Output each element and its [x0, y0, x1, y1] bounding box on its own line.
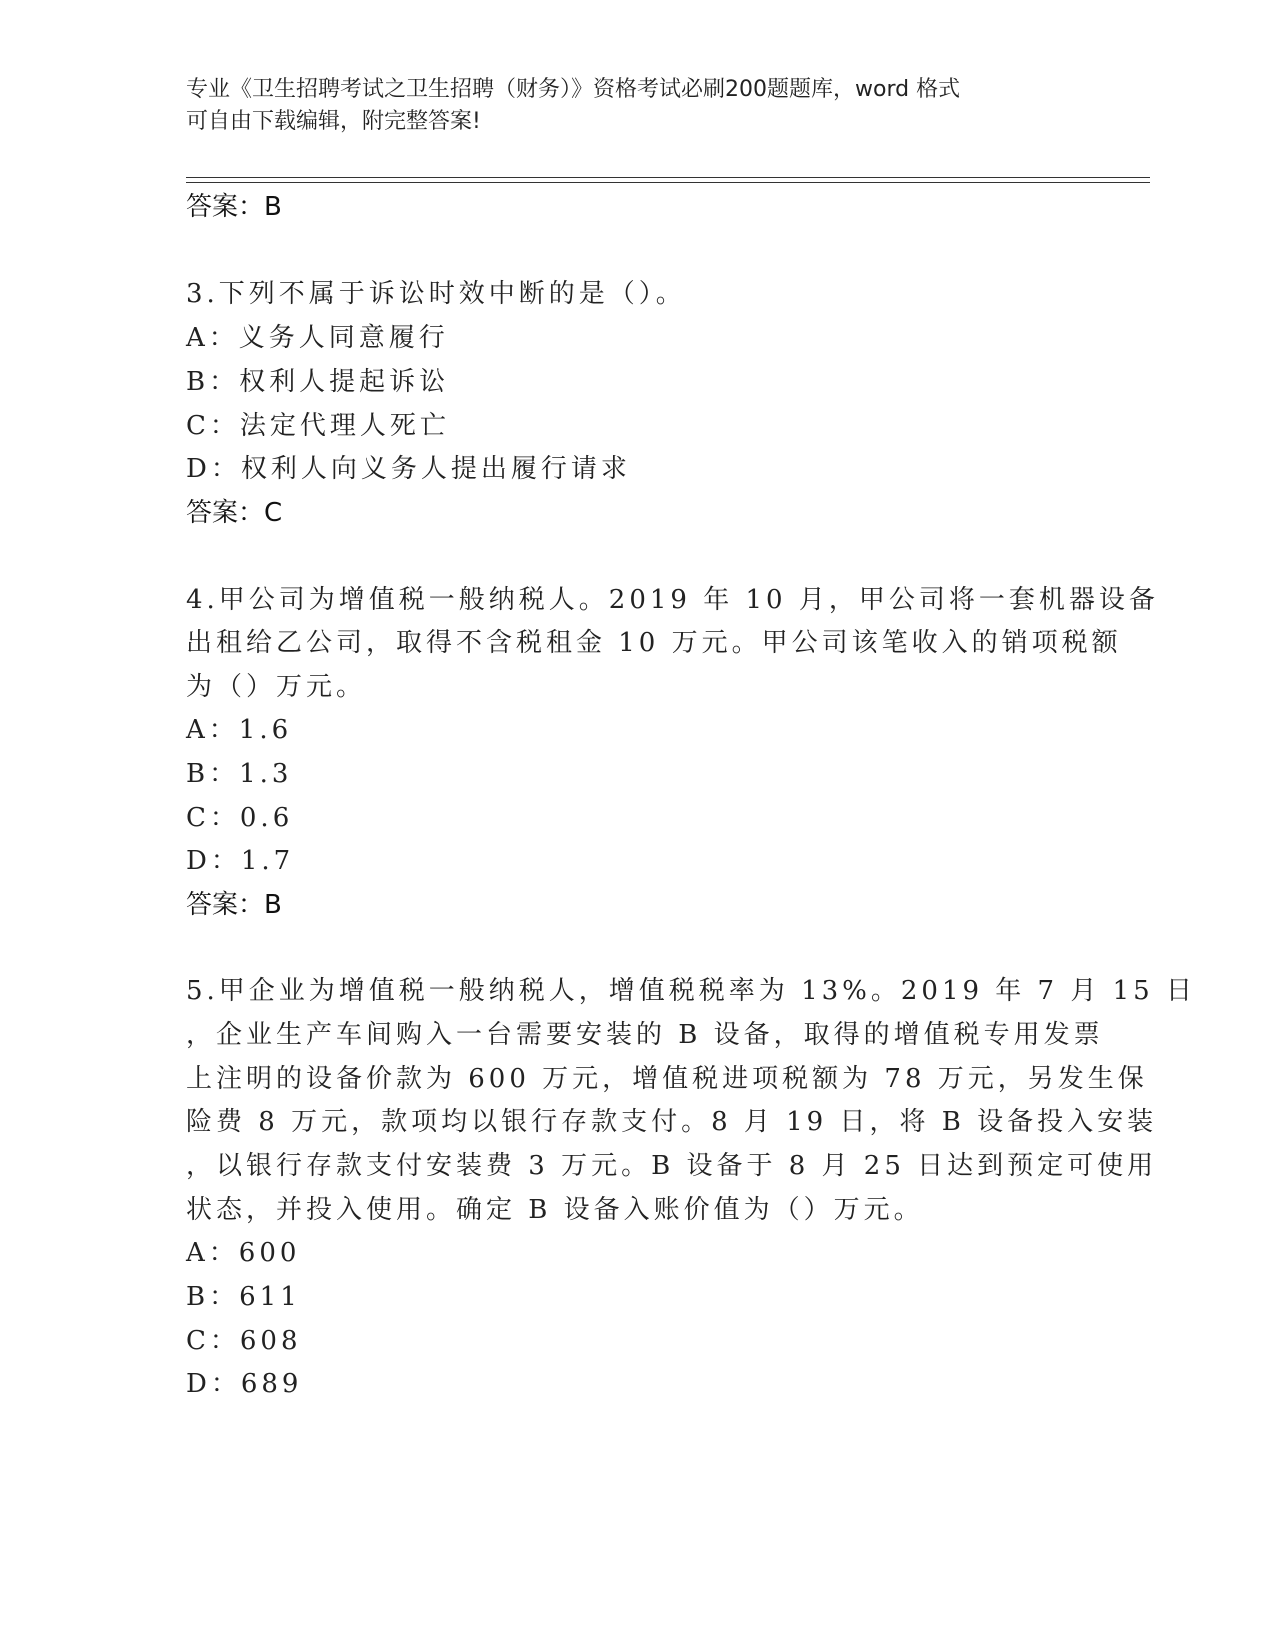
- question-stem-line: 为（）万元。: [186, 672, 367, 702]
- question-stem-line: ，企业生产车间购入一台需要安装的 B 设备，取得的增值税专用发票: [186, 1020, 1104, 1050]
- option-b: B：1.3: [186, 759, 293, 789]
- option-c: C：法定代理人死亡: [186, 411, 450, 441]
- option-d: D：1.7: [186, 846, 295, 876]
- option-b: B：权利人提起诉讼: [186, 367, 450, 397]
- header-divider-top: [186, 177, 1150, 178]
- option-a: A：1.6: [186, 715, 293, 745]
- question-stem-line: 上注明的设备价款为 600 万元，增值税进项税额为 78 万元，另发生保: [186, 1064, 1148, 1094]
- option-d: D：689: [186, 1369, 303, 1399]
- answer-question-4: 答案：B: [186, 890, 282, 920]
- header-line-1: 专业《卫生招聘考试之卫生招聘（财务）》资格考试必刷200题题库，word 格式: [186, 77, 961, 102]
- option-c: C：608: [186, 1326, 302, 1356]
- option-a: A：义务人同意履行: [186, 323, 449, 353]
- document-header: [186, 74, 1086, 138]
- question-stem-line: 出租给乙公司，取得不含税租金 10 万元。甲公司该笔收入的销项税额: [186, 628, 1122, 658]
- option-a: A：600: [186, 1238, 301, 1268]
- header-line-2: 可自由下载编辑，附完整答案!: [186, 109, 481, 134]
- question-stem-line: 险费 8 万元，款项均以银行存款支付。8 月 19 日，将 B 设备投入安装: [186, 1107, 1158, 1137]
- option-b: B：611: [186, 1282, 301, 1312]
- header-divider-bottom: [186, 182, 1150, 183]
- answer-previous: 答案：B: [186, 192, 282, 222]
- question-stem-line: ，以银行存款支付安装费 3 万元。B 设备于 8 月 25 日达到预定可使用: [186, 1151, 1158, 1181]
- question-stem-line: 5.甲企业为增值税一般纳税人，增值税税率为 13%。2019 年 7 月 15 日: [186, 976, 1196, 1006]
- answer-question-3: 答案：C: [186, 498, 283, 528]
- option-c: C：0.6: [186, 803, 294, 833]
- question-stem-line: 3.下列不属于诉讼时效中断的是（）。: [186, 279, 686, 309]
- question-stem-line: 4.甲公司为增值税一般纳税人。2019 年 10 月，甲公司将一套机器设备: [186, 585, 1159, 615]
- option-d: D：权利人向义务人提出履行请求: [186, 454, 631, 484]
- question-stem-line: 状态，并投入使用。确定 B 设备入账价值为（）万元。: [186, 1195, 924, 1225]
